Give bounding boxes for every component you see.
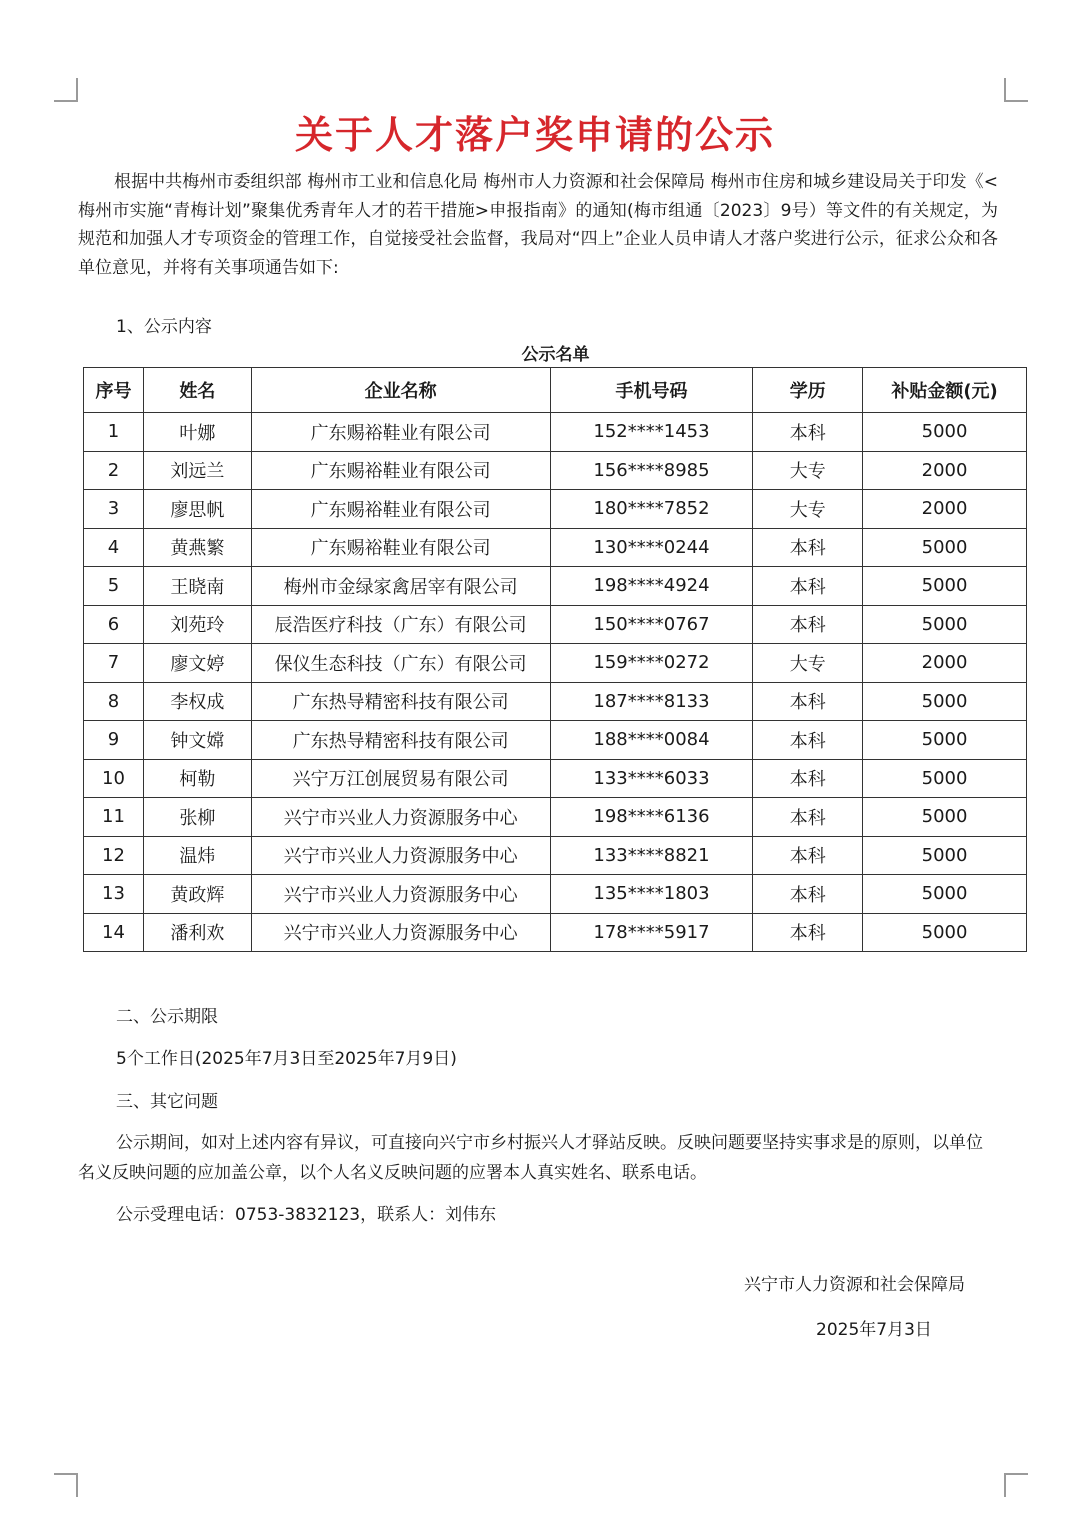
cell-index: 5 [84, 567, 144, 606]
table-row [84, 798, 1027, 837]
section-1-heading: 1、公示内容 [116, 317, 212, 337]
cell-name: 黄政辉 [143, 875, 251, 914]
cell-amount: 5000 [863, 875, 1027, 914]
cell-name: 潘利欢 [143, 913, 251, 952]
table-row [84, 836, 1027, 875]
table-row [84, 759, 1027, 798]
cell-phone: 152****1453 [550, 413, 753, 452]
signature-date: 2025年7月3日 [816, 1320, 932, 1340]
cell-amount: 2000 [863, 644, 1027, 683]
cell-phone: 178****5917 [550, 913, 753, 952]
page-corner-top-left [54, 78, 78, 102]
table-row [84, 913, 1027, 952]
cell-education: 本科 [753, 721, 863, 760]
cell-amount: 5000 [863, 721, 1027, 760]
cell-name: 柯勒 [143, 759, 251, 798]
cell-education: 本科 [753, 528, 863, 567]
cell-amount: 5000 [863, 798, 1027, 837]
cell-index: 8 [84, 682, 144, 721]
page-corner-top-right [1004, 78, 1028, 102]
cell-amount: 5000 [863, 759, 1027, 798]
cell-index: 10 [84, 759, 144, 798]
cell-phone: 130****0244 [550, 528, 753, 567]
cell-phone: 150****0767 [550, 605, 753, 644]
cell-education: 本科 [753, 913, 863, 952]
cell-index: 4 [84, 528, 144, 567]
table-caption: 公示名单 [521, 345, 590, 365]
cell-amount: 5000 [863, 836, 1027, 875]
cell-company: 兴宁市兴业人力资源服务中心 [251, 836, 550, 875]
cell-company: 兴宁市兴业人力资源服务中心 [251, 798, 550, 837]
cell-index: 2 [84, 451, 144, 490]
cell-company: 兴宁万江创展贸易有限公司 [251, 759, 550, 798]
cell-education: 本科 [753, 798, 863, 837]
cell-education: 大专 [753, 490, 863, 529]
cell-company: 广东赐裕鞋业有限公司 [251, 451, 550, 490]
col-header-amount: 补贴金额(元) [863, 368, 1027, 413]
cell-index: 3 [84, 490, 144, 529]
signature-organization: 兴宁市人力资源和社会保障局 [744, 1275, 965, 1295]
cell-phone: 133****6033 [550, 759, 753, 798]
cell-company: 广东热导精密科技有限公司 [251, 682, 550, 721]
cell-index: 14 [84, 913, 144, 952]
cell-company: 兴宁市兴业人力资源服务中心 [251, 913, 550, 952]
publicity-table [83, 367, 1027, 952]
cell-education: 本科 [753, 836, 863, 875]
page-corner-bottom-right [1004, 1473, 1028, 1497]
cell-amount: 5000 [863, 913, 1027, 952]
cell-education: 本科 [753, 759, 863, 798]
cell-phone: 159****0272 [550, 644, 753, 683]
cell-education: 本科 [753, 605, 863, 644]
cell-education: 大专 [753, 644, 863, 683]
cell-name: 廖思帆 [143, 490, 251, 529]
table-row [84, 567, 1027, 606]
cell-name: 王晓南 [143, 567, 251, 606]
cell-index: 7 [84, 644, 144, 683]
cell-amount: 5000 [863, 413, 1027, 452]
col-header-education: 学历 [753, 368, 863, 413]
table-row [84, 413, 1027, 452]
table-row [84, 644, 1027, 683]
cell-phone: 133****8821 [550, 836, 753, 875]
cell-name: 温炜 [143, 836, 251, 875]
section-2-heading: 二、公示期限 [116, 1007, 218, 1027]
col-header-index: 序号 [84, 368, 144, 413]
table-row [84, 528, 1027, 567]
cell-education: 本科 [753, 567, 863, 606]
cell-education: 大专 [753, 451, 863, 490]
cell-index: 9 [84, 721, 144, 760]
cell-phone: 198****6136 [550, 798, 753, 837]
col-header-name: 姓名 [143, 368, 251, 413]
cell-phone: 188****0084 [550, 721, 753, 760]
table-row [84, 605, 1027, 644]
cell-amount: 5000 [863, 682, 1027, 721]
cell-index: 13 [84, 875, 144, 914]
cell-amount: 2000 [863, 451, 1027, 490]
cell-amount: 2000 [863, 490, 1027, 529]
cell-phone: 187****8133 [550, 682, 753, 721]
cell-company: 辰浩医疗科技（广东）有限公司 [251, 605, 550, 644]
cell-name: 叶娜 [143, 413, 251, 452]
cell-company: 兴宁市兴业人力资源服务中心 [251, 875, 550, 914]
cell-education: 本科 [753, 682, 863, 721]
cell-index: 12 [84, 836, 144, 875]
cell-education: 本科 [753, 875, 863, 914]
table-row [84, 682, 1027, 721]
cell-name: 李权成 [143, 682, 251, 721]
table-row [84, 875, 1027, 914]
cell-name: 黄燕繁 [143, 528, 251, 567]
cell-index: 11 [84, 798, 144, 837]
cell-name: 廖文婷 [143, 644, 251, 683]
col-header-company: 企业名称 [251, 368, 550, 413]
cell-name: 钟文嫦 [143, 721, 251, 760]
table-header-row [84, 368, 1027, 413]
contact-line: 公示受理电话：0753-3832123，联系人：刘伟东 [116, 1205, 497, 1225]
cell-index: 1 [84, 413, 144, 452]
cell-company: 广东热导精密科技有限公司 [251, 721, 550, 760]
cell-index: 6 [84, 605, 144, 644]
other-issues-paragraph: 公示期间，如对上述内容有异议，可直接向兴宁市乡村振兴人才驿站反映。反映问题要坚持实事求是的原则，以单位名义反映问题的应加盖公章，以个人名义反映问题的应署本人真实姓名、联系电话。 [78, 1133, 983, 1183]
cell-phone: 156****8985 [550, 451, 753, 490]
cell-education: 本科 [753, 413, 863, 452]
intro-paragraph: 根据中共梅州市委组织部 梅州市工业和信息化局 梅州市人力资源和社会保障局 梅州市住房和城乡建设局关于印发《<梅州市实施“青梅计划”聚集优秀青年人才的若干措施>申报指南》的通知(梅市组通〔2023〕9号）等文件的有关规定，为规范和加强人才专项资金的管理工作，自觉接受社会监督，我局对“四上”企业人员申请人才落户奖进行公示，征求公众和各单位意见，并将有关事项通告如下: [78, 172, 998, 278]
cell-phone: 135****1803 [550, 875, 753, 914]
cell-name: 刘苑玲 [143, 605, 251, 644]
page-corner-bottom-left [54, 1473, 78, 1497]
cell-name: 张柳 [143, 798, 251, 837]
cell-name: 刘远兰 [143, 451, 251, 490]
col-header-phone: 手机号码 [550, 368, 753, 413]
cell-company: 广东赐裕鞋业有限公司 [251, 528, 550, 567]
cell-amount: 5000 [863, 567, 1027, 606]
cell-company: 广东赐裕鞋业有限公司 [251, 413, 550, 452]
cell-phone: 180****7852 [550, 490, 753, 529]
period-text: 5个工作日(2025年7月3日至2025年7月9日) [116, 1049, 457, 1069]
table-row [84, 451, 1027, 490]
section-3-heading: 三、其它问题 [116, 1092, 218, 1112]
cell-amount: 5000 [863, 528, 1027, 567]
table-row [84, 721, 1027, 760]
cell-amount: 5000 [863, 605, 1027, 644]
page-title: 关于人才落户奖申请的公示 [294, 113, 775, 157]
table-row [84, 490, 1027, 529]
cell-phone: 198****4924 [550, 567, 753, 606]
cell-company: 梅州市金绿家禽居宰有限公司 [251, 567, 550, 606]
cell-company: 保仪生态科技（广东）有限公司 [251, 644, 550, 683]
cell-company: 广东赐裕鞋业有限公司 [251, 490, 550, 529]
